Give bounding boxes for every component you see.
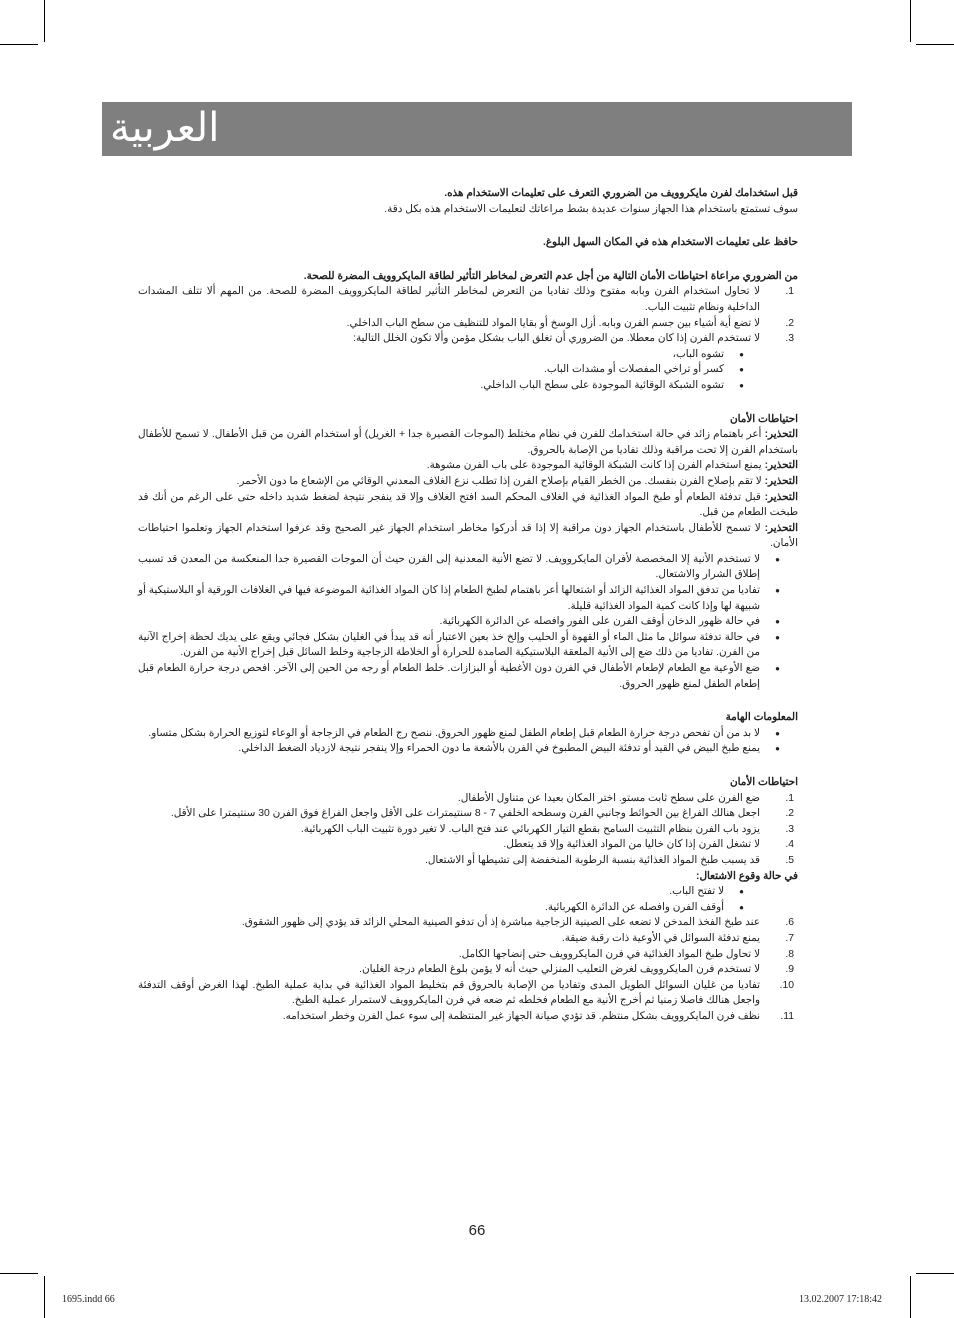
page-title: العربية — [110, 105, 220, 151]
bullet-item — [138, 900, 798, 916]
bullet-item — [138, 552, 798, 583]
bullet-text: ضع الأوعية مع الطعام لإطعام الأطفال في الفرن دون الأغطية أو البزازات. خلط الطعام أو رجه من الحين إلى الآخر. افحص درجة حرارة الطعام قبل إطعام الطفل لمنع ظهور الحروق. — [138, 663, 760, 690]
item-text: لا تشغل الفرن إذا كان خاليا من المواد الغذائية وإلا قد يتعطل. — [503, 839, 760, 851]
crop-mark — [916, 44, 954, 45]
item-text: تفاديا من غليان السوائل الطويل المدى وتفاديا من الإصابة بالحروق قم بتخليط المواد الغذائية في بداية عملية الطبخ. لهذا الغرض أوقف التدفئة واجعل هنالك فاصلا زمنيا ثم أخرج الأنية مع الطعام فخلطه ثم ضعه في فرن المايكروويف لاستمرار عملية الطبخ. — [138, 979, 760, 1007]
crop-mark — [44, 1276, 45, 1318]
numbered-item — [138, 915, 798, 931]
item-text: نظف فرن المايكروويف بشكل منتظم. قد تؤدي صيانة الجهاز غير المنتظمة إلى سوء عمل الفرن وخطر استخدامه. — [282, 1010, 760, 1022]
page-number: 66 — [468, 1222, 486, 1239]
warning-paragraph — [138, 427, 798, 458]
numbered-item — [138, 284, 798, 315]
bullet-item — [138, 741, 798, 757]
item-number: 3. — [785, 823, 794, 835]
warning-text: يمنع استخدام الفرن إذا كانت الشبكة الوقائية الموجودة على باب الفرن مشوهة. — [426, 460, 762, 472]
bullet-icon: ● — [775, 664, 780, 674]
item-number: 6. — [785, 917, 794, 929]
crop-mark — [0, 1273, 38, 1274]
bullet-text: في حالة تدفئة سوائل ما مثل الماء أو القهوة أو الحليب وإلخ خذ بعين الاعتبار أنه قد يبدأ في الغليان بشكل فجائي ويقع على يديك لحظة إخراج الآنية من الفرن. تفاديا من ذلك ضع إلى الأنية الملعقة البلاستيكية الصامدة للحرارة أو الخلاطة الزجاجية وخلط السائل قبل إخراج الأنية من الفرن. — [138, 631, 760, 659]
bullet-text: كسر أو تراخي المفصلات أو مشدات الباب. — [544, 364, 724, 376]
bullet-text: تشوه الباب، — [672, 348, 724, 360]
title-bar — [102, 102, 852, 156]
warning-label: التحذير: — [764, 460, 798, 472]
item-text: يزود باب الفرن بنظام التثبيت السامح بقطع التيار الكهربائي عند فتح الباب. لا تغير دورة تثبيت الباب الكهربائية. — [300, 823, 760, 835]
numbered-item — [138, 791, 798, 807]
crop-mark — [910, 0, 911, 42]
bullet-item — [138, 614, 798, 630]
safety-heading: من الضروري مراعاة احتياطات الأمان التالية من أجل عدم التعرض لمخاطر التأثير لطاقة المايكروويف المضرة للصحة. — [303, 270, 798, 282]
bullet-text: أوقف الفرن وافصله عن الدائرة الكهربائية. — [544, 901, 724, 913]
item-number: 3. — [785, 333, 794, 345]
item-number: 5. — [785, 854, 794, 866]
content — [138, 186, 798, 1025]
bullet-item — [138, 661, 798, 692]
safety-sub-list — [138, 347, 798, 394]
item-number: 9. — [785, 964, 794, 976]
crop-mark — [916, 1273, 954, 1274]
warning-label: التحذير: — [764, 475, 798, 487]
item-text: لا تستخدم فرن المايكروويف لغرض التعليب المنزلي حيث أنه لا يؤمن بلوغ الطعام درجة الغليان. — [359, 964, 760, 976]
warning-label: التحذير: — [764, 429, 798, 441]
warning-paragraph — [138, 474, 798, 490]
numbered-item — [138, 853, 798, 869]
warning-text: أعر باهتمام زائد في حالة استخدامك للفرن في نظام مختلط (الموجات القصيرة جدا + الغريل) أو استخدام الفرن من قبل الأطفال. لا تسمح للأطفال باستخدام الفرن إلا تحت مراقبة وذلك تفاديا من الإصابة بالحروق. — [138, 429, 798, 456]
bullet-item — [138, 583, 798, 614]
footer-file: 1695.indd 66 — [62, 1294, 115, 1305]
item-text: يمنع تدفئة السوائل في الأوعية ذات رقبة ضيقة. — [561, 932, 760, 944]
precautions2-list — [138, 791, 798, 869]
bullet-icon: ● — [739, 380, 744, 390]
safety-list — [138, 284, 798, 346]
bullet-item — [138, 726, 798, 742]
bullet-text: تشوه الشبكة الوقائية الموجودة على سطح الباب الداخلي. — [480, 379, 724, 391]
numbered-item — [138, 316, 798, 332]
item-number: 1. — [785, 286, 794, 298]
numbered-item — [138, 931, 798, 947]
warning-paragraph — [138, 458, 798, 474]
bullet-item — [138, 347, 798, 363]
bullet-text: يمنع طبخ البيض في القيد أو تدفئة البيض المطبوخ في الفرن بالأشعة ما دون الحمراء وإلا ينفجر نتيجة لازدياد الضغط الداخلي. — [238, 743, 760, 755]
item-text: لا تستخدم الفرن إذا كان معطلا. من الضروري أن تغلق الباب بشكل مؤمن وألا تكون الخلل التالية: — [353, 333, 760, 345]
item-text: لا تضع أية أشياء بين جسم الفرن وبابه. أزل الوسخ أو بقايا المواد للتنظيف من سطح الباب الداخلي. — [346, 317, 760, 329]
item-number: 8. — [785, 948, 794, 960]
warning-paragraph — [138, 490, 798, 521]
bullet-icon: ● — [739, 887, 744, 897]
precautions-heading: احتياطات الأمان — [729, 413, 798, 425]
bullet-icon: ● — [775, 617, 780, 627]
bullet-icon: ● — [775, 554, 780, 564]
bullet-text: في حالة ظهور الدخان أوقف الفرن على الفور وافصله عن الدائرة الكهربائية. — [439, 616, 760, 628]
footer-datetime: 13.02.2007 17:18:42 — [798, 1294, 882, 1305]
fire-bullets — [138, 884, 798, 915]
item-number: 4. — [785, 839, 794, 851]
warning-label: التحذير: — [764, 491, 799, 503]
numbered-item — [138, 331, 798, 347]
intro-line-1: قبل استخدامك لفرن مايكروويف من الضروري التعرف على تعليمات الاستخدام هذه. — [444, 188, 798, 199]
crop-mark — [910, 1276, 911, 1318]
bullet-icon: ● — [775, 632, 780, 642]
item-number: 1. — [785, 792, 794, 804]
item-number: 2. — [785, 317, 794, 329]
important-bullets — [138, 726, 798, 757]
precautions-bullets — [138, 552, 798, 692]
bullet-text: لا تفتح الباب. — [669, 886, 724, 898]
bullet-item — [138, 362, 798, 378]
numbered-item — [138, 962, 798, 978]
item-number: 2. — [785, 808, 794, 820]
bullet-icon: ● — [739, 902, 744, 912]
precautions2-heading: احتياطات الأمان — [729, 777, 798, 788]
numbered-item — [138, 806, 798, 822]
item-text: لا تحاول طبخ المواد الغذائية في فرن المايكروويف حتى إنضاجها الكامل. — [458, 948, 760, 960]
warning-text: قبل تدفئة الطعام أو طبخ المواد الغذائية في الغلاف المحكم السد افتح الغلاف وإلا قد ينفجر نتيجة لضغط شديد داخله حتى على الرغم من أنك قد طبخت الطعام من قبل. — [138, 491, 798, 519]
numbered-item — [138, 978, 798, 1009]
item-text: اجعل هنالك الفراغ بين الحوائط وجانبي الفرن وسطحه الخلفي 7 - 8 سنتيمترات على الأقل واجعل الفراغ فوق الفرن 30 سنتيمترا على الأقل. — [170, 808, 760, 820]
bullet-icon: ● — [775, 586, 780, 596]
numbered-item — [138, 1009, 798, 1025]
bullet-text: تفاديا من تدفق المواد الغذائية الزائد أو اشتعالها أعر باهتمام لطبخ الطعام إذا كان المواد الغذائية الموضوعة فيها في الغلافات الورقية أو البلاستيكية أو شبيهة لها وإذا كانت كمية المواد الغذائية قليلة. — [138, 585, 760, 612]
crop-mark — [44, 0, 45, 42]
bullet-icon: ● — [775, 728, 780, 738]
item-number: 7. — [785, 932, 794, 944]
bullet-item — [138, 378, 798, 394]
warning-text: لا تقم بإصلاح الفرن بنفسك. من الخطر القيام بإصلاح الفرن إذا تطلب نزع الغلاف المعدني الوقائي من الإشعاع ما دون الأحمر. — [236, 475, 762, 487]
intro-line-2: سوف تستمتع باستخدام هذا الجهاز سنوات عديدة بشط مراعاتك لتعليمات الاستخدام هذه بكل دقة. — [384, 203, 798, 215]
bullet-icon: ● — [739, 349, 744, 359]
numbered-item — [138, 822, 798, 838]
crop-mark — [0, 44, 38, 45]
bullet-icon: ● — [775, 744, 780, 754]
warning-paragraph — [138, 521, 798, 552]
item-text: عند طبخ الفخذ المدخن لا تضعه على الصينية الزجاجية مباشرة إذ أن تدفو الصينية المحلي الزائد قد يؤدي إلى ظهور الشقوق. — [241, 917, 760, 929]
item-number: 11. — [780, 1010, 794, 1022]
item-text: لا تحاول استخدام الفرن وبابه مفتوح وذلك تفاديا من التعرض لمخاطر التأثير لطاقة المايكروويف المضرة للصحة. من المهم ألا تتلف المشدات الداخلية ونظام تثبيت الباب. — [138, 286, 760, 313]
important-heading: المعلومات الهامة — [725, 712, 798, 724]
numbered-item — [138, 947, 798, 963]
bullet-text: لا بد من أن تفحص درجة حرارة الطعام قبل إطعام الطفل لمنع ظهور الحروق. ننصح رج الطعام في الزجاجة أو الوعاء لتوزيع الحرارة بشكل متساو. — [148, 727, 760, 739]
fire-heading: في حالة وقوع الاشتعال: — [695, 870, 798, 882]
warnings-list — [138, 427, 798, 552]
bullet-item — [138, 884, 798, 900]
precautions2-list-2 — [138, 915, 798, 1024]
warning-text: لا تسمح للأطفال باستخدام الجهاز دون مراقبة إلا إذا قد أدركوا مخاطر استخدام الجهاز غير الصحيح وقد عرفوا استخدام الجهاز وتعلموا احتياطات الأمان. — [138, 522, 798, 550]
bullet-text: لا تستخدم الأنية إلا المخصصة لأفران المايكروويف. لا تضع الأنية المعدنية إلى الفرن حيث أن الموجات القصيرة جدا المنعكسة من المعدن قد تسبب إطلاق الشرار والاشتعال. — [138, 553, 760, 581]
item-text: ضع الفرن على سطح ثابت مستو. اختر المكان بعيدا عن متناول الأطفال. — [457, 792, 760, 804]
item-number: 10. — [779, 979, 794, 991]
warning-label: التحذير: — [764, 522, 798, 534]
item-text: قد يسبب طبخ المواد الغذائية بنسبة الرطوبة المنخفضة إلى تشيطها أو الاشتعال. — [424, 854, 760, 866]
bullet-icon: ● — [739, 365, 744, 375]
keep-instructions: حافظ على تعليمات الاستخدام هذه في المكان السهل البلوغ. — [542, 237, 798, 249]
numbered-item — [138, 837, 798, 853]
bullet-item — [138, 630, 798, 661]
